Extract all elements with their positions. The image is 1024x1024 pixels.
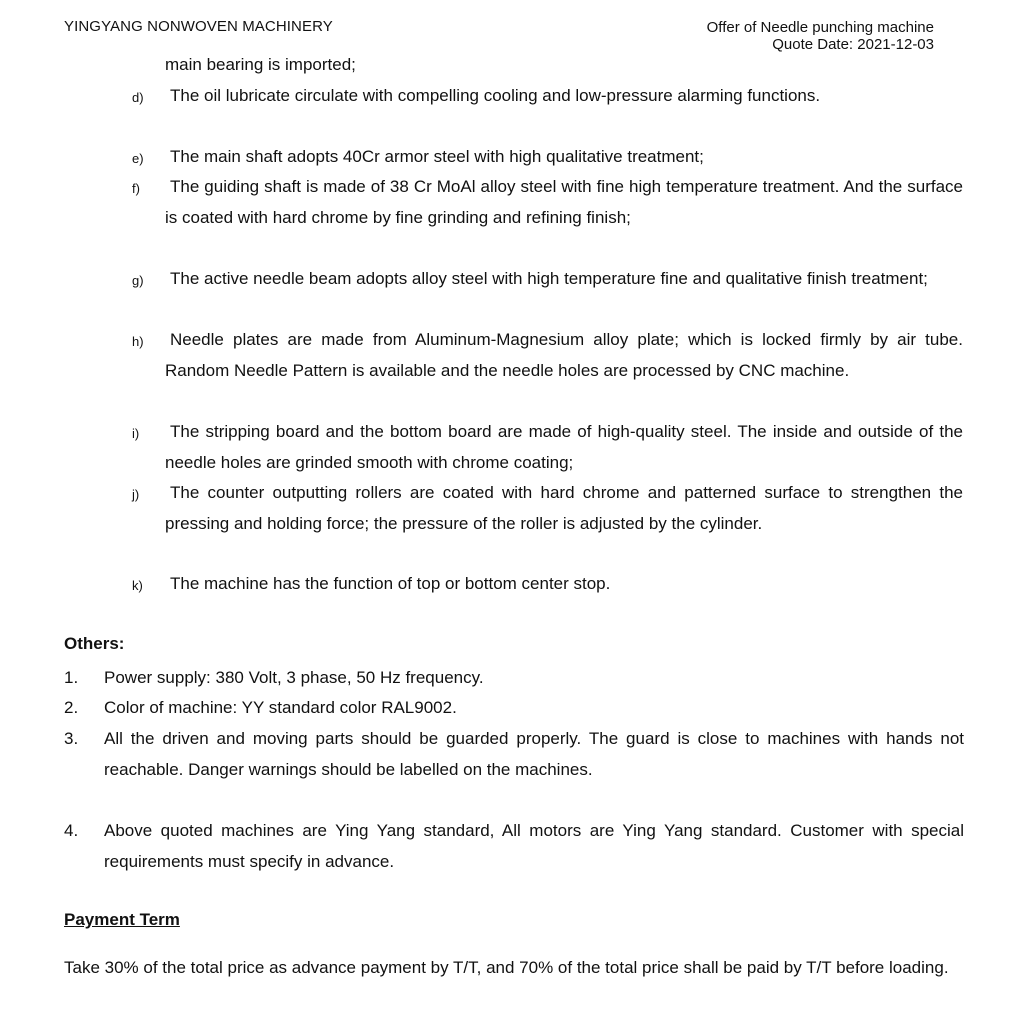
list-marker: i)	[132, 426, 140, 441]
list-item-text: The counter outputting rollers are coated with hard chrome and patterned surface to strengthen the pressing and holding force; the pressure of the roller is adjusted by the cylinder.	[165, 483, 963, 533]
list-number: 2.	[64, 698, 79, 717]
list-number: 4.	[64, 821, 79, 840]
list-marker: h)	[132, 334, 144, 349]
list-item-text: The active needle beam adopts alloy steel with high temperature fine and qualitative finish treatment;	[170, 269, 928, 288]
company-name: YINGYANG NONWOVEN MACHINERY	[64, 18, 333, 35]
others-heading: Others:	[64, 634, 125, 653]
list-marker: j)	[132, 487, 140, 502]
list-item-text: The main shaft adopts 40Cr armor steel with high qualitative treatment;	[170, 147, 704, 166]
list-marker: e)	[132, 151, 144, 166]
list-marker: d)	[132, 90, 144, 105]
list-item-text: All the driven and moving parts should be guarded properly. The guard is close to machines with hands not reachable. Danger warnings should be labelled on the machines.	[104, 729, 964, 779]
list-marker: f)	[132, 181, 140, 196]
list-marker: k)	[132, 578, 143, 593]
list-item-text: The machine has the function of top or bottom center stop.	[170, 574, 611, 593]
quote-date: Quote Date: 2021-12-03	[772, 36, 934, 53]
list-item-text: The stripping board and the bottom board are made of high-quality steel. The inside and outside of the needle holes are grinded smooth with chrome coating;	[165, 422, 963, 472]
list-item-text: Power supply: 380 Volt, 3 phase, 50 Hz frequency.	[104, 668, 484, 687]
list-marker: g)	[132, 273, 144, 288]
offer-info	[707, 19, 934, 53]
offer-title: Offer of Needle punching machine	[706, 19, 934, 36]
list-item-text: The oil lubricate circulate with compelling cooling and low-pressure alarming functions.	[170, 86, 821, 105]
list-number: 3.	[64, 729, 79, 748]
list-item-text: Color of machine: YY standard color RAL9002.	[104, 698, 457, 717]
payment-term-text: Take 30% of the total price as advance payment by T/T, and 70% of the total price shall be paid by T/T before loading.	[64, 958, 949, 977]
list-number: 1.	[64, 668, 79, 687]
continued-text: main bearing is imported;	[165, 55, 356, 74]
list-item-text: The guiding shaft is made of 38 Cr MoAl alloy steel with fine high temperature treatment. And the surface is coated with hard chrome by fine grinding and refining finish;	[165, 177, 963, 227]
list-item-text: Needle plates are made from Aluminum-Magnesium alloy plate; which is locked firmly by air tube. Random Needle Pattern is available and the needle holes are processed by CNC machine.	[165, 330, 963, 380]
list-item-text: Above quoted machines are Ying Yang standard, All motors are Ying Yang standard. Customer with special requirements must specify in advance.	[104, 821, 964, 871]
payment-term-heading: Payment Term	[64, 910, 180, 929]
